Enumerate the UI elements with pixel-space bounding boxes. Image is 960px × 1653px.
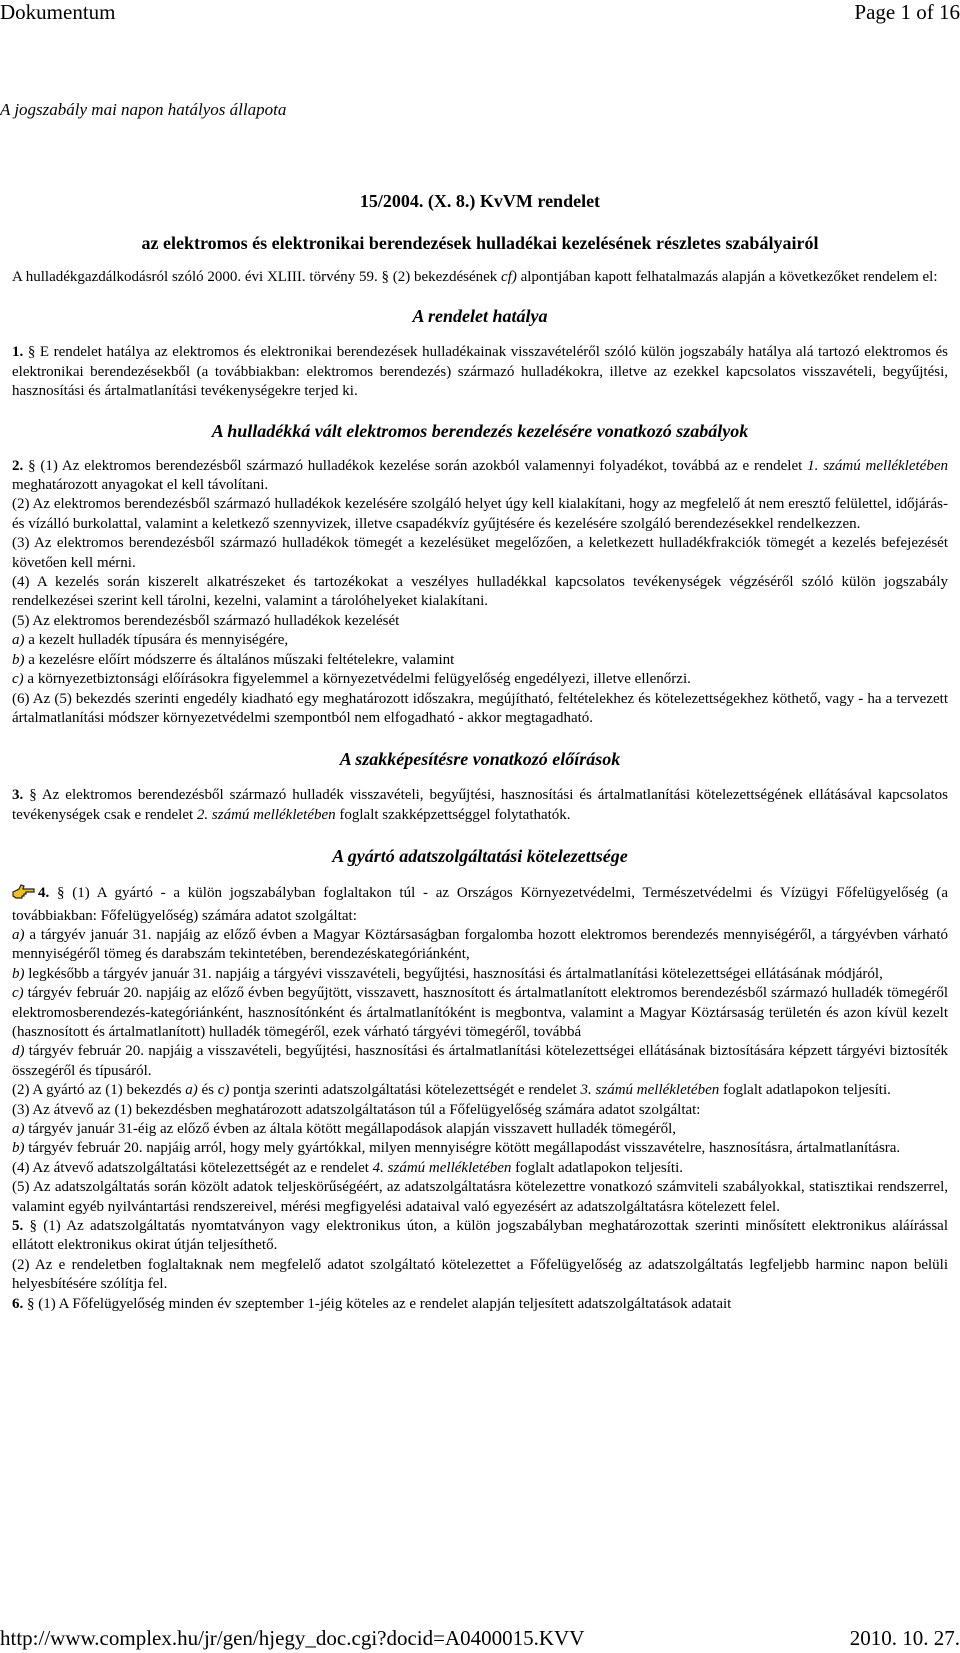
list-item-2c: c) a környezetbiztonsági előírásokra figyelemmel a környezetvédelmi felügyelőség engedélyezi, illetve ellenőrzi. <box>12 671 691 688</box>
header-title: Dokumentum <box>0 0 116 24</box>
list-item-4-3a: a) tárgyév január 31-éig az előző évben az általa kötött megállapodások alapján visszavett hulladék tömegéről, <box>12 1121 677 1137</box>
paragraph-3: 3. § Az elektromos berendezésből származó hulladék visszavételi, begyűjtési, hasznosítási és ártalmatlanítási kötelezettségének ellátásával kapcsolatos tevékenységek csak e rendelet 2. számú mellékletében foglalt szakképzettséggel folytathatók. <box>12 787 948 823</box>
paragraph-5-2: (2) Az e rendeletben foglaltaknak nem megfelelő adatot szolgáltató kötelezettet a Főfelügyelőség az adatszolgáltatás legfeljebb harminc napon belüli helyesbítésére szólítja fel. <box>12 1256 948 1293</box>
list-item-4d: d) tárgyév február 20. napjáig a visszavételi, begyűjtési, hasznosítási és ártalmatlanítási kötelezettségei ellátásának biztosítására képzett tárgyévi biztosíték összegéről és típusáról. <box>12 1043 948 1079</box>
section-title-3: A szakképesítésre vonatkozó előírások <box>339 749 621 770</box>
list-item-4a: a) a tárgyév január 31. napjáig az előző évben a Magyar Köztársaságban forgalomba hozott elektromos berendezés mennyiségéről, a tárgyévben várható mennyiségéről tömeg és darabszám tekintetében, berendezéskategóriánként, <box>12 926 948 963</box>
list-item-4c: c) tárgyév február 20. napjáig az előző évben begyűjtött, visszavett, hasznosított és ártalmatlanított elektromos berendezésből származó hulladék tömegéről elektromosberendezés-kategóriánként, hasznosítónként és ártalmatlanítóként is megbontva, valamint a Magyar Köztársaság területén és azon kívül kezelt (hasznosított és ártalmatlanított) hulladék tömegéről, ezek várható tárgyévi tömegéről, továbbá <box>12 985 948 1040</box>
document-body <box>12 190 948 1314</box>
section-title-2: A hulladékká vált elektromos berendezés kezelésére vonatkozó szabályok <box>211 420 749 441</box>
paragraph-2-5: (5) Az elektromos berendezésből származó hulladékok kezelését <box>12 612 400 629</box>
list-item-2b: b) a kezelésre előírt módszerre és általános műszaki feltételekre, valamint <box>12 651 455 668</box>
paragraph-4-5: (5) Az adatszolgáltatás során közölt adatok teljeskörűségéért, az adatszolgáltatásra kötelezettre vonatkozó számviteli szabályokkal, statisztikai rendszerrel, valamint egyéb nyilvántartási rendszereivel, mérési megfigyelési adataival való egyezésért az adatszolgáltatásra kötelezett felel. <box>12 1179 948 1215</box>
paragraph-4-4: (4) Az átvevő adatszolgáltatási kötelezettségét az e rendelet 4. számú mellékletében foglalt adatlapokon teljesíti. <box>12 1159 684 1176</box>
paragraph-2-6: (6) Az (5) bekezdés szerinti engedély kiadható egy meghatározott időszakra, megújítható, feltételekhez és kötelezettségekhez köthető, vagy - ha a tervezett ártalmatlanítási módszer környezetvédelmi szempontból nem elfogadható - akkor megtagadható. <box>12 690 948 726</box>
paragraph-2-4: (4) A kezelés során kiszerelt alkatrészeket és tartozékokat a veszélyes hulladékkal kapcsolatos tevékenységek végzéséről szóló külön jogszabály rendelkezései szerint kell tárolni, kezelni, valamint a tárolóhelyeket kialakítani. <box>12 574 948 610</box>
document-title: 15/2004. (X. 8.) KvVM rendelet <box>359 191 601 211</box>
paragraph-5-1: 5. § (1) Az adatszolgáltatás nyomtatványon vagy elektronikus úton, a külön jogszabályban meghatározottak szerinti minősített elektronikus aláírással ellátott elektronikus okirat útján teljesíthető. <box>12 1218 948 1254</box>
list-item-4b: b) legkésőbb a tárgyév január 31. napjáig a tárgyévi visszavételi, begyűjtési, hasznosítási és ártalmatlanítási kötelezettségei ellátásának módjáról, <box>12 965 883 982</box>
list-item-4-3b: b) tárgyév február 20. napjáig arról, hogy mely gyártókkal, milyen mennyiségre kötött megállapodást visszavételre, hasznosításra, ártalmatlanításra. <box>12 1140 901 1157</box>
paragraph-2-2: (2) Az elektromos berendezésből származó hulladékok kezelésére szolgáló helyet úgy kell kialakítani, hogy az megfelelő át nem eresztő felülettel, időjárás- és vízálló burkolattal, valamint a keletkező szennyvizek, illetve csapadékvíz gyűjtésére és kezelésére szolgáló berendezésekkel rendelkezzen. <box>12 496 948 532</box>
preamble: A hulladékgazdálkodásról szóló 2000. évi XLIII. törvény 59. § (2) bekezdésének cf) alpontjában kapott felhatalmazás alapján a következőket rendelem el: <box>12 269 938 285</box>
footer-url: http://www.complex.hu/jr/gen/hjegy_doc.cgi?docid=A0400015.KVV <box>0 1626 585 1650</box>
paragraph-6-1: 6. § (1) A Főfelügyelőség minden év szeptember 1-jéig köteles az e rendelet alapján teljesített adatszolgáltatások adatait <box>12 1295 732 1312</box>
document-subtitle: az elektromos és elektronikai berendezések hulladékai kezelésének részletes szabályairól <box>141 233 819 253</box>
section-title-1: A rendelet hatálya <box>412 306 548 327</box>
section-title-4: A gyártó adatszolgáltatási kötelezettsége <box>332 846 628 867</box>
pointing-hand-icon[interactable] <box>12 884 36 906</box>
paragraph-2-3: (3) Az elektromos berendezésből származó hulladékok tömegét a kezelésüket megelőzően, a keletkezett hulladékfrakciók tömegét a kezelés befejezését követően kell mérni. <box>12 535 948 571</box>
paragraph-4-2: (2) A gyártó az (1) bekezdés a) és c) pontja szerinti adatszolgáltatási kötelezettségét e rendelet 3. számú mellékletében foglalt adatlapokon teljesíti. <box>12 1082 891 1099</box>
page-number: Page 1 of 16 <box>854 0 960 24</box>
paragraph-4-1: 4. § (1) A gyártó - a külön jogszabályban foglaltakon túl - az Országos Környezetvédelmi, Természetvédelmi és Vízügyi Főfelügyelőség (a továbbiakban: Főfelügyelőség) számára adatot szolgáltat: <box>12 885 948 924</box>
document-state: A jogszabály mai napon hatályos állapota <box>0 100 287 119</box>
list-item-2a: a) a kezelt hulladék típusára és mennyiségére, <box>12 632 289 649</box>
paragraph-1: 1. § E rendelet hatálya az elektromos és elektronikai berendezések hulladékainak visszavételéről szóló külön jogszabály hatálya alá tartozó elektromos és elektronikai berendezésekből (a továbbiakban: elektromos berendezés) származó hulladékokra, illetve az ezekkel kapcsolatos visszavételi, begyűjtési, hasznosítási és ártalmatlanítási tevékenységekre terjed ki. <box>12 344 948 400</box>
paragraph-2-1: 2. § (1) Az elektromos berendezésből származó hulladékok kezelése során azokból valamennyi folyadékot, továbbá az e rendelet 1. számú mellékletében meghatározott anyagokat el kell távolítani. <box>12 457 948 494</box>
footer-date: 2010. 10. 27. <box>849 1626 960 1650</box>
paragraph-4-3: (3) Az átvevő az (1) bekezdésben meghatározott adatszolgáltatáson túl a Főfelügyelőség számára adatot szolgáltat: <box>12 1101 701 1118</box>
